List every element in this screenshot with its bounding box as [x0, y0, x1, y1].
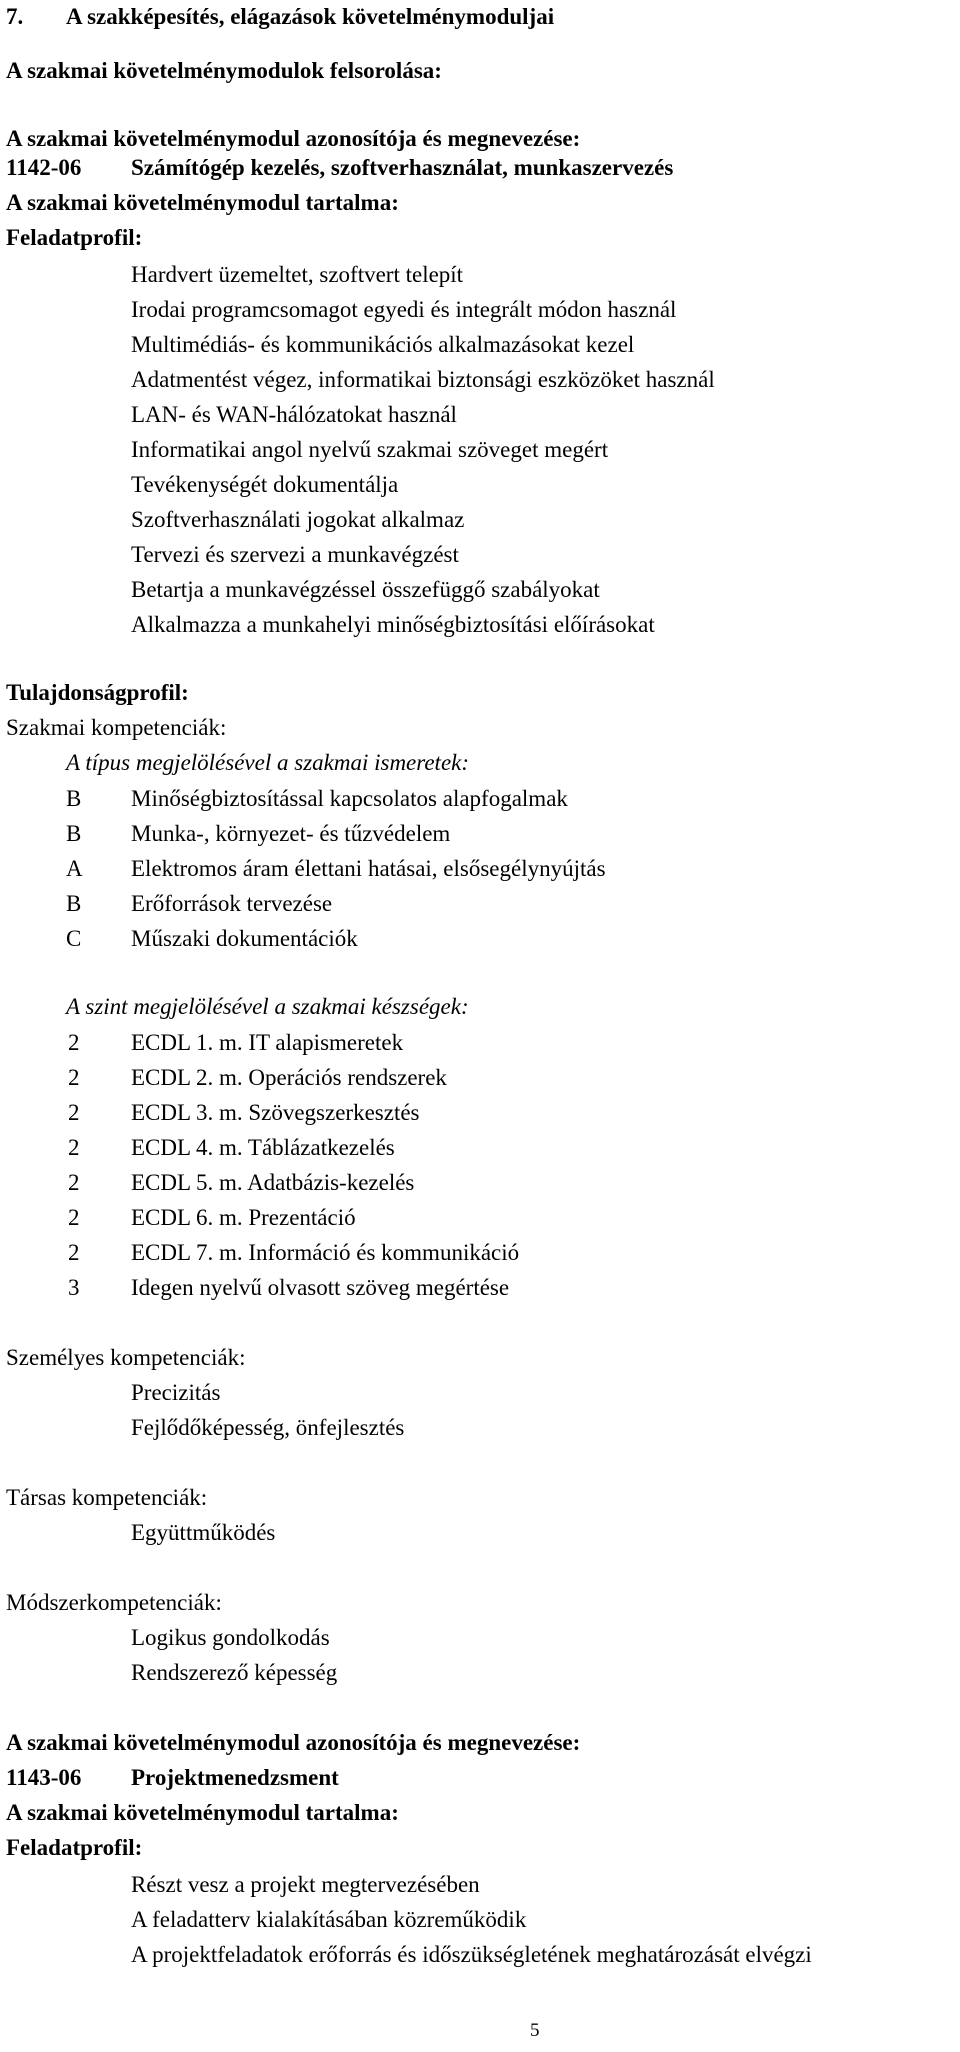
module1-name: Számítógép kezelés, szoftverhasználat, munkaszervezés	[131, 155, 674, 180]
module1-task: Tervezi és szervezi a munkavégzést	[131, 542, 459, 567]
property-profile-label: Tulajdonságprofil:	[6, 680, 189, 705]
module2-code: 1143-06	[6, 1765, 82, 1790]
knowledge-code: C	[66, 926, 82, 951]
skill-level: 2	[68, 1030, 80, 1055]
skill-level: 2	[68, 1065, 80, 1090]
method-competency: Logikus gondolkodás	[131, 1625, 330, 1650]
module2-task-profile-label: Feladatprofil:	[6, 1835, 143, 1860]
skill-level: 3	[68, 1275, 80, 1300]
skill-level: 2	[68, 1240, 80, 1265]
module1-task: Multimédiás- és kommunikációs alkalmazásokat kezel	[131, 332, 635, 357]
knowledge-text: Elektromos áram élettani hatásai, elsősegélynyújtás	[131, 856, 606, 881]
module2-name: Projektmenedzsment	[131, 1765, 339, 1790]
section-title: A szakképesítés, elágazások követelménymoduljai	[66, 4, 555, 29]
knowledge-text: Műszaki dokumentációk	[131, 926, 358, 951]
module1-task: Irodai programcsomagot egyedi és integrált módon használ	[131, 297, 677, 322]
module1-task: Informatikai angol nyelvű szakmai szöveget megért	[131, 437, 609, 462]
social-competencies-label: Társas kompetenciák:	[6, 1485, 208, 1510]
skill-level: 2	[68, 1170, 80, 1195]
knowledge-text: Munka-, környezet- és tűzvédelem	[131, 821, 451, 846]
module1-task-profile-label: Feladatprofil:	[6, 225, 143, 250]
skills-label: A szint megjelölésével a szakmai készségek:	[66, 994, 469, 1019]
knowledge-code: B	[66, 891, 82, 916]
module2-content-label: A szakmai követelménymodul tartalma:	[6, 1800, 399, 1825]
module2-task: Részt vesz a projekt megtervezésében	[131, 1872, 480, 1897]
section-number: 7.	[6, 4, 24, 29]
personal-competencies-label: Személyes kompetenciák:	[6, 1345, 246, 1370]
knowledge-text: Minőségbiztosítással kapcsolatos alapfogalmak	[131, 786, 568, 811]
personal-competency: Fejlődőképesség, önfejlesztés	[131, 1415, 405, 1440]
skill-level: 2	[68, 1100, 80, 1125]
skill-text: Idegen nyelvű olvasott szöveg megértése	[131, 1275, 510, 1300]
knowledge-code: A	[66, 856, 83, 881]
module1-code: 1142-06	[6, 155, 82, 180]
knowledge-code: B	[66, 821, 82, 846]
modules-list-title: A szakmai követelménymodulok felsorolása:	[6, 58, 442, 83]
module2-task: A feladatterv kialakításában közreműködik	[131, 1907, 527, 1932]
knowledge-code: B	[66, 786, 82, 811]
personal-competency: Precizitás	[131, 1380, 221, 1405]
skill-level: 2	[68, 1135, 80, 1160]
method-competencies-label: Módszerkompetenciák:	[6, 1590, 222, 1615]
module1-task: Szoftverhasználati jogokat alkalmaz	[131, 507, 465, 532]
skill-text: ECDL 1. m. IT alapismeretek	[131, 1030, 404, 1055]
module1-task: Tevékenységét dokumentálja	[131, 472, 399, 497]
module1-task: Adatmentést végez, informatikai biztonsági eszközöket használ	[131, 367, 715, 392]
module1-content-label: A szakmai követelménymodul tartalma:	[6, 190, 399, 215]
module2-id-label: A szakmai követelménymodul azonosítója és megnevezése:	[6, 1730, 581, 1755]
social-competency: Együttműködés	[131, 1520, 276, 1545]
skill-text: ECDL 7. m. Információ és kommunikáció	[131, 1240, 520, 1265]
skill-text: ECDL 4. m. Táblázatkezelés	[131, 1135, 395, 1160]
module1-task: Alkalmazza a munkahelyi minőségbiztosítási előírásokat	[131, 612, 655, 637]
module1-id-label: A szakmai követelménymodul azonosítója és megnevezése:	[6, 126, 581, 151]
skill-text: ECDL 3. m. Szövegszerkesztés	[131, 1100, 420, 1125]
professional-competencies-label: Szakmai kompetenciák:	[6, 715, 227, 740]
skill-text: ECDL 6. m. Prezentáció	[131, 1205, 356, 1230]
method-competency: Rendszerező képesség	[131, 1660, 338, 1685]
knowledge-text: Erőforrások tervezése	[131, 891, 333, 916]
module1-task: Betartja a munkavégzéssel összefüggő szabályokat	[131, 577, 600, 602]
module1-task: Hardvert üzemeltet, szoftvert telepít	[131, 262, 464, 287]
skill-text: ECDL 2. m. Operációs rendszerek	[131, 1065, 447, 1090]
skill-text: ECDL 5. m. Adatbázis-kezelés	[131, 1170, 415, 1195]
knowledge-label: A típus megjelölésével a szakmai ismeretek:	[66, 750, 470, 775]
module2-task: A projektfeladatok erőforrás és időszükségletének meghatározását elvégzi	[131, 1942, 812, 1967]
page-number: 5	[530, 2020, 540, 2041]
skill-level: 2	[68, 1205, 80, 1230]
module1-task: LAN- és WAN-hálózatokat használ	[131, 402, 457, 427]
